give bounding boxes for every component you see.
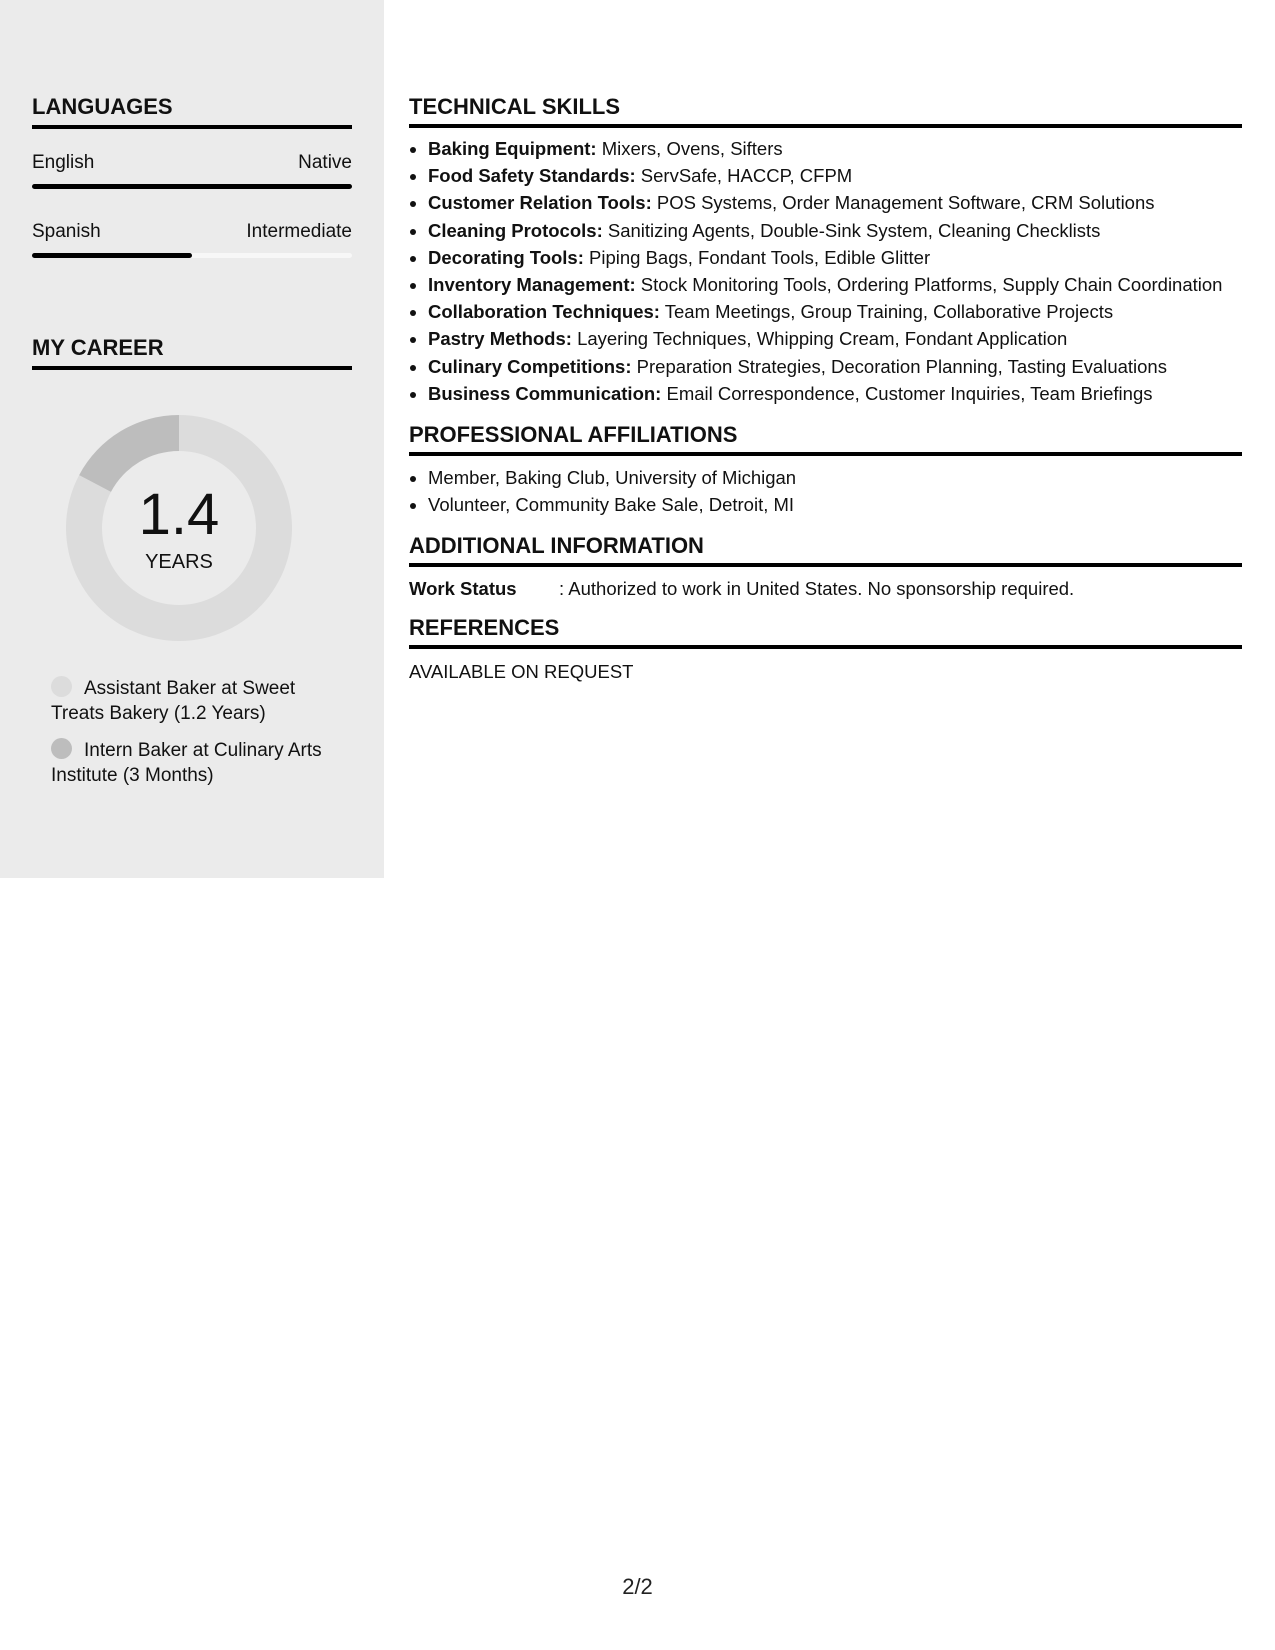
career-item [51, 676, 351, 726]
skill-category: Decorating Tools: [428, 246, 584, 268]
skill-category: Inventory Management: [428, 274, 636, 296]
references-heading: REFERENCES [409, 615, 1242, 649]
page-number: 2/2 [622, 1574, 653, 1599]
skill-values: Email Correspondence, Customer Inquiries, Team Briefings [666, 382, 1153, 404]
work-status-value: : Authorized to work in United States. No sponsorship required. [559, 578, 1075, 599]
skill-values: Piping Bags, Fondant Tools, Edible Glitter [589, 246, 931, 268]
technical-skill-item [428, 217, 1261, 244]
career-total-years: 1.4 [138, 482, 220, 547]
affiliation-item: • Member, Baking Club, University of Michigan [428, 464, 1261, 491]
skill-values: Team Meetings, Group Training, Collaborative Projects [664, 301, 1114, 323]
skill-category: Customer Relation Tools: [428, 192, 652, 214]
technical-skill-item [428, 271, 1261, 298]
sidebar [0, 0, 384, 878]
technical-skill-item [428, 162, 1261, 189]
language-name: Spanish [32, 221, 101, 242]
technical-skills-list [409, 135, 1261, 407]
skill-category: Baking Equipment: [428, 138, 597, 159]
skill-category: Pastry Methods: [428, 328, 572, 350]
language-spanish-bar [32, 253, 352, 258]
affiliations-list [409, 464, 1261, 518]
references-text: AVAILABLE ON REQUEST [409, 661, 634, 682]
career-item-label: Intern Baker at Culinary Arts Institute (3 Months) [51, 740, 322, 786]
skill-category: Business Communication: [428, 382, 662, 404]
technical-skill-item [428, 353, 1261, 380]
career-total-unit: YEARS [145, 551, 213, 573]
technical-skill-item [428, 189, 1261, 216]
skill-values: Sanitizing Agents, Double-Sink System, Cleaning Checklists [607, 219, 1101, 241]
technical-skill-item [428, 135, 1261, 162]
additional-info-heading: ADDITIONAL INFORMATION [409, 533, 1242, 567]
affiliation-item: • Volunteer, Community Bake Sale, Detroit, MI [428, 491, 1261, 518]
language-level: Native [298, 152, 352, 173]
language-spanish-row [32, 221, 352, 243]
skill-category: Collaboration Techniques: [428, 301, 660, 323]
skill-values: Mixers, Ovens, Sifters [601, 138, 783, 159]
languages-heading: LANGUAGES [32, 94, 352, 129]
skill-values: Preparation Strategies, Decoration Planning, Tasting Evaluations [636, 355, 1167, 377]
technical-skill-item [428, 325, 1261, 352]
career-donut-segment [79, 415, 179, 492]
language-name: English [32, 152, 95, 173]
technical-skill-item [428, 298, 1261, 325]
skill-values: Stock Monitoring Tools, Ordering Platforms, Supply Chain Coordination [640, 274, 1223, 296]
career-heading: MY CAREER [32, 335, 352, 370]
language-level: Intermediate [246, 221, 352, 242]
skill-values: Layering Techniques, Whipping Cream, Fondant Application [577, 328, 1068, 350]
work-status-row [409, 578, 1242, 600]
career-legend-dot [51, 738, 72, 759]
language-english-bar [32, 184, 352, 189]
language-spanish-bar-fill [32, 253, 192, 258]
career-legend-dot [51, 676, 72, 697]
language-english-bar-fill [32, 184, 352, 189]
career-item [51, 738, 351, 788]
skill-category: Food Safety Standards: [428, 165, 636, 187]
language-english-row [32, 152, 352, 174]
skill-values: ServSafe, HACCP, CFPM [640, 165, 853, 187]
skill-category: Culinary Competitions: [428, 355, 632, 377]
work-status-label: Work Status [409, 578, 517, 599]
career-donut-chart [66, 415, 292, 641]
affiliations-heading: PROFESSIONAL AFFILIATIONS [409, 422, 1242, 456]
skill-values: POS Systems, Order Management Software, CRM Solutions [656, 192, 1155, 214]
technical-skills-heading: TECHNICAL SKILLS [409, 94, 1242, 128]
skill-category: Cleaning Protocols: [428, 219, 603, 241]
technical-skill-item [428, 380, 1261, 407]
technical-skill-item [428, 244, 1261, 271]
career-item-label: Assistant Baker at Sweet Treats Bakery (1.2 Years) [51, 678, 296, 724]
